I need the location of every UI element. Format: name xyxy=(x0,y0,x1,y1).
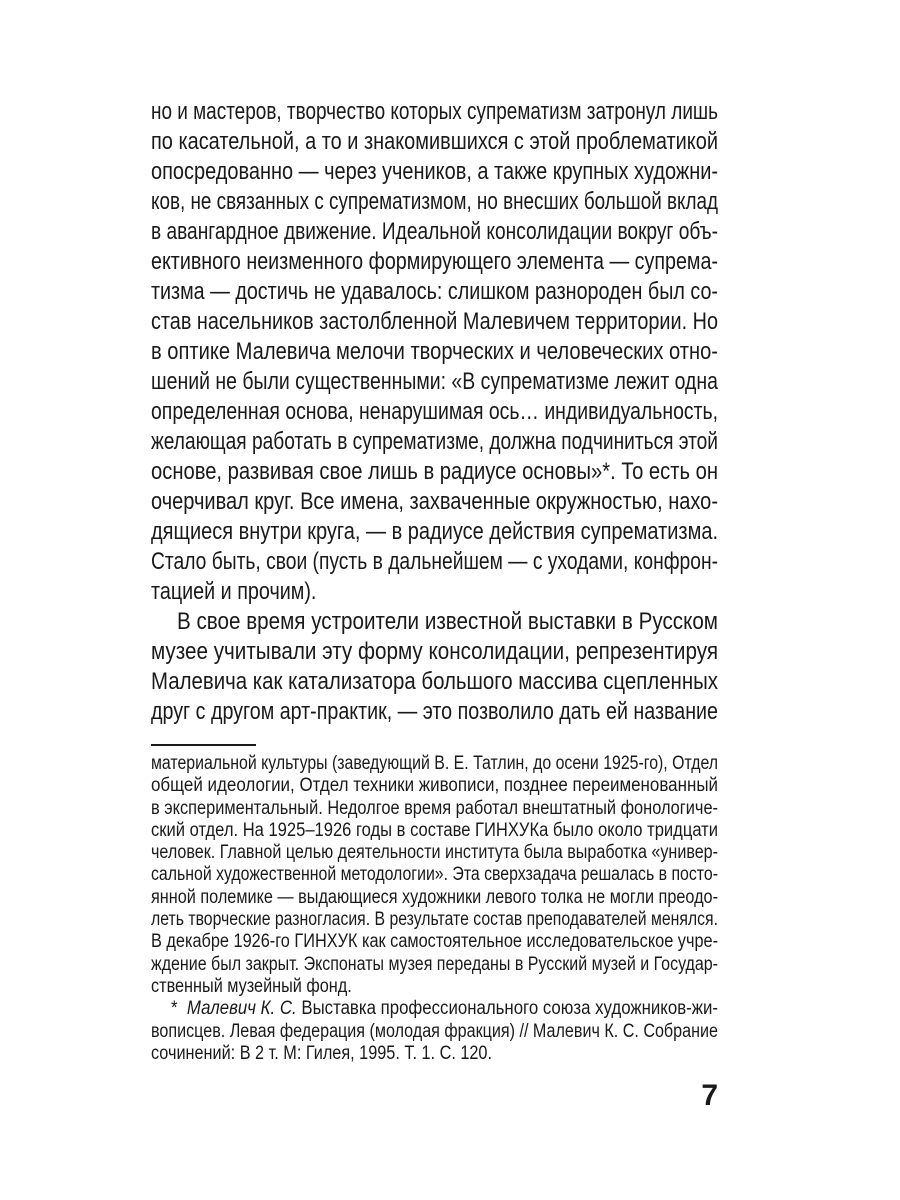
text-line: желающая работать в супрематизме, должна подчиниться этой xyxy=(151,428,718,455)
text-line: по касательной, а то и знакомившихся с этой проблематикой xyxy=(151,128,718,155)
text-line: очерчивал круг. Все имена, захваченные окружностью, нахо- xyxy=(151,488,718,515)
text-line: Малевича как катализатора большого массива сцепленных xyxy=(151,668,718,695)
body-text-block xyxy=(151,97,718,727)
text-line: шений не были существенными: «В супрематизме лежит одна xyxy=(151,368,718,395)
text-line: в авангардное движение. Идеальной консолидации вокруг объ- xyxy=(151,218,718,245)
footnote-line: В декабре 1926-го ГИНХУК как самостоятельное исследовательское учре- xyxy=(151,931,718,953)
footnote-line: * Малевич К. С. Выставка профессионального союза художников-жи- xyxy=(171,998,718,1020)
footnote-line: общей идеологии, Отдел техники живописи, позднее переименованный xyxy=(151,775,718,797)
footnote-line: леть творческие разногласия. В результате состав преподавателей менялся. xyxy=(151,909,718,931)
text-line: тизма — достичь не удавалось: слишком разнороден был со- xyxy=(151,278,718,305)
footnote-rule xyxy=(151,744,256,746)
footnote-line: ский отдел. На 1925–1926 годы в составе ГИНХУКа было около тридцати xyxy=(151,819,718,841)
text-line: определенная основа, ненарушимая ось… индивидуальность, xyxy=(151,398,718,425)
text-line: друг с другом арт-практик, — это позволило дать ей название xyxy=(151,698,718,725)
text-line: Стало быть, свои (пусть в дальнейшем — с уходами, конфрон- xyxy=(151,548,718,575)
text-line: но и мастеров, творчество которых супрематизм затронул лишь xyxy=(151,98,718,125)
text-line: в оптике Малевича мелочи творческих и человеческих отно- xyxy=(151,338,718,365)
footnote-line: сочинений: В 2 т. М: Гилея, 1995. Т. 1. С. 120. xyxy=(151,1042,492,1064)
footnote-line: ственный музейный фонд. xyxy=(151,975,352,997)
text-line: тацией и прочим). xyxy=(151,578,317,605)
text-line: опосредованно — через учеников, а также крупных художни- xyxy=(151,158,718,185)
page-number: 7 xyxy=(701,1079,718,1112)
text-line: музее учитывали эту форму консолидации, репрезентируя xyxy=(151,638,718,665)
text-line: дящиеся внутри круга, — в радиусе действия супрематизма. xyxy=(151,518,718,545)
footnote-line: ждение был закрыт. Экспонаты музея переданы в Русский музей и Государ- xyxy=(151,953,718,975)
text-line: ективного неизменного формирующего элемента — супрема- xyxy=(151,248,718,275)
footnote-line: в экспериментальный. Недолгое время работал внештатный фонологиче- xyxy=(151,797,718,819)
text-line: В свое время устроители известной выставки в Русском xyxy=(177,608,718,635)
footnote-line: янной полемике — выдающиеся художники левого толка не могли преодо- xyxy=(151,886,718,908)
text-line: основе, развивая свое лишь в радиусе основы»*. То есть он xyxy=(151,458,718,485)
footnote-block xyxy=(151,753,718,1065)
footnote-line: человек. Главной целью деятельности института была выработка «универ- xyxy=(151,842,718,864)
footnote-line: сальной художественной методологии». Эта сверхзадача решалась в посто- xyxy=(151,864,718,886)
text-line: ков, не связанных с супрематизмом, но внесших большой вклад xyxy=(151,188,718,215)
footnote-line: вописцев. Левая федерация (молодая фракция) // Малевич К. С. Собрание xyxy=(151,1020,718,1042)
text-line: став насельников застолбленной Малевичем территории. Но xyxy=(151,308,718,335)
footnote-line: материальной культуры (заведующий В. Е. Татлин, до осени 1925-го), Отдел xyxy=(151,753,718,774)
